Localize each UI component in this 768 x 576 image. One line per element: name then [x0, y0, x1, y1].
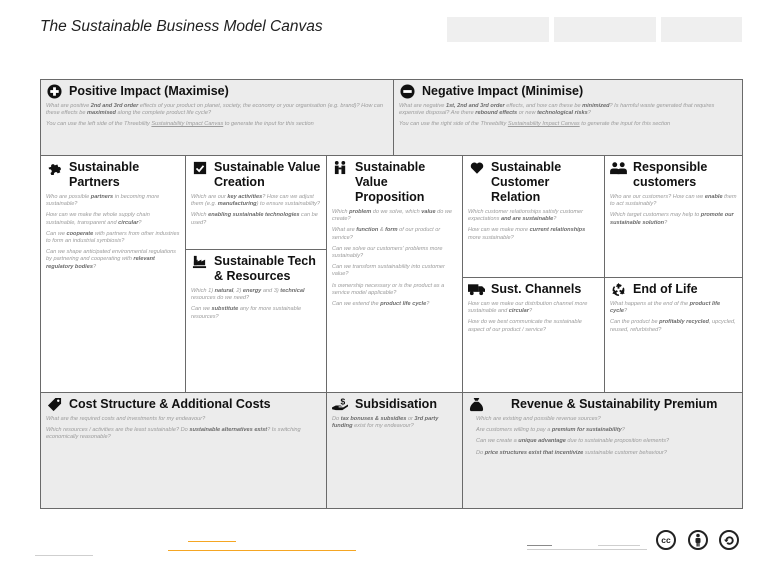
- truck-icon: [468, 282, 485, 297]
- value-prop-question-6: Can we extend the product life cycle?: [332, 301, 430, 308]
- channels-question-2: How do we best communicate the sustainable aspect of our product / service?: [468, 319, 582, 333]
- header-placeholder-1: [447, 17, 549, 42]
- sustainable-value-creation-cell[interactable]: [185, 155, 327, 250]
- value-prop-question-4: Can we transform sustainability into customer value?: [332, 264, 445, 278]
- sustainable-partners-title: Sustainable Partners: [69, 160, 140, 189]
- value-proposition-title: Sustainable Value Proposition: [355, 160, 426, 204]
- heart-icon: [468, 160, 485, 175]
- positive-impact-hint: You can use the left side of the Threebility Sustainability Impact Canvas to generate the input for this section: [46, 121, 314, 128]
- partners-question-3: Can we cooperate with partners from other industries to form an industrial symbiosis?: [46, 230, 180, 245]
- subsidisation-cell[interactable]: [326, 392, 463, 509]
- value-prop-question-1: Which problem do we solve, which value do we create?: [332, 209, 453, 223]
- value-creation-header: [191, 160, 321, 190]
- partners-question-4: Can we shape anticipated environmental regulations by partnering and cooperating with relevant regulatory bodies?: [46, 249, 176, 270]
- positive-impact-title: Positive Impact (Maximise): [69, 84, 229, 98]
- recycle-icon: [610, 282, 627, 297]
- tech-resources-title: Sustainable Tech & Resources: [214, 254, 316, 283]
- puzzle-icon: [46, 160, 63, 175]
- sustainability-impact-canvas-link[interactable]: Sustainability Impact Canvas: [507, 121, 580, 128]
- sharealike-icon: [719, 530, 739, 550]
- minus-circle-icon: [399, 84, 416, 99]
- cost-question-2: Which resources / activities are the least sustainable? Do sustainable alternatives exist? Is switching economically reasonable?: [46, 427, 301, 441]
- revenue-header: [468, 397, 737, 412]
- value-prop-question-5: Is ownership necessary or is the product as a service model applicable?: [332, 282, 445, 296]
- factory-icon: [191, 254, 208, 269]
- tech-question-1: Which 1) natural, 2) energy and 3) technical resources do we need?: [191, 288, 305, 302]
- responsible-customers-title: Responsible customers: [633, 160, 708, 189]
- footer-divider-gray-2: [527, 549, 647, 550]
- sustainable-customer-relation-cell[interactable]: [462, 155, 605, 278]
- hand-money-icon: [332, 397, 349, 412]
- value-creation-title: Sustainable Value Creation: [214, 160, 321, 189]
- people-icon: [610, 160, 627, 175]
- sustainable-partners-header: [46, 160, 180, 190]
- end-of-life-title: End of Life: [633, 282, 698, 296]
- page-title: The Sustainable Business Model Canvas: [40, 18, 323, 35]
- footer-divider-orange-short: [188, 541, 236, 542]
- tech-question-2: Can we substitute any for more sustainable resources?: [191, 306, 302, 320]
- sustainable-partners-cell[interactable]: [40, 155, 186, 393]
- gift-people-icon: [332, 160, 349, 175]
- negative-impact-title: Negative Impact (Minimise): [422, 84, 584, 98]
- responsible-customers-cell[interactable]: [604, 155, 743, 278]
- channels-title: Sust. Channels: [491, 282, 582, 296]
- revenue-question-3: Can we create a unique advantage due to sustainable proposition elements?: [476, 438, 670, 445]
- money-bag-icon: [468, 397, 485, 412]
- end-of-life-question-2: Can the product be profitably recycled, upcycled, reused, refurbished?: [610, 319, 736, 333]
- subsidisation-header: [332, 397, 457, 412]
- plus-circle-icon: [46, 84, 63, 99]
- end-of-life-cell[interactable]: [604, 277, 743, 393]
- sustainability-impact-canvas-link[interactable]: Sustainability Impact Canvas: [151, 121, 224, 128]
- customer-relation-header: [468, 160, 599, 205]
- partners-question-2: How can we make the whole supply chain sustainable, transparent and circular?: [46, 212, 150, 226]
- subsidisation-question-1: Do tax bonuses & subsidies or 3rd party funding exist for my endeavour?: [332, 416, 439, 430]
- revenue-question-1: Which are existing and possible revenue sources?: [476, 416, 601, 422]
- revenue-title: Revenue & Sustainability Premium: [511, 397, 718, 411]
- customer-relation-question-2: How can we make more current relationships more sustainable?: [468, 227, 586, 241]
- cost-question-1: What are the required costs and investments for my endeavour?: [46, 416, 206, 422]
- negative-impact-cell[interactable]: [393, 79, 743, 156]
- footer-divider-left: [35, 555, 93, 556]
- positive-impact-question: What are positive 2nd and 3rd order effects of your product on planet, society, the economy or your organisation (e.g. brand)? How can these effects be maximised along the complete product life cycle?: [46, 103, 383, 117]
- positive-impact-header: [46, 84, 388, 99]
- sustainable-tech-resources-cell[interactable]: [185, 249, 327, 393]
- negative-impact-hint: You can use the right side of the Threebility Sustainability Impact Canvas to generate the input for this section: [399, 121, 671, 128]
- tech-resources-header: [191, 254, 321, 284]
- responsible-customers-header: [610, 160, 737, 190]
- cc-icon: cc: [656, 530, 676, 550]
- footer-divider-gray-1: [527, 545, 552, 546]
- attribution-icon: [688, 530, 708, 550]
- header-placeholder-3: [661, 17, 742, 42]
- end-of-life-question-1: What happens at the end of the product life cycle?: [610, 301, 721, 315]
- footer-divider-gray-3: [598, 545, 640, 546]
- customers-question-1: Who are our customers? How can we enable them to act sustainably?: [610, 194, 737, 208]
- end-of-life-header: [610, 282, 737, 297]
- channels-question-1: How can we make our distribution channel more sustainable and circular?: [468, 301, 588, 315]
- revenue-cell[interactable]: [462, 392, 743, 509]
- partners-question-1: Who are possible partners in becoming more sustainable?: [46, 194, 160, 208]
- cost-structure-cell[interactable]: [40, 392, 327, 509]
- negative-impact-header: [399, 84, 737, 99]
- subsidisation-title: Subsidisation: [355, 397, 437, 411]
- customer-relation-title: Sustainable Customer Relation: [491, 160, 562, 204]
- checkbox-icon: [191, 160, 208, 175]
- sustainable-value-proposition-cell[interactable]: [326, 155, 463, 393]
- tag-icon: [46, 397, 63, 412]
- svg-text:$: $: [340, 397, 346, 407]
- value-prop-question-2: What are function & form of our product or service?: [332, 227, 441, 241]
- footer-divider-orange-long: [168, 550, 356, 551]
- negative-impact-question: What are negative 1st, 2nd and 3rd order effects, and how can these be minimized? Is harmful waste generated that requires expensive disposal? Are there rebound effects or new technological risks?: [399, 103, 715, 117]
- value-creation-question-1: Which are our key activities? How can we adjust them (e.g. manufacturing) to ensure sustainability?: [191, 194, 321, 208]
- value-proposition-header: [332, 160, 457, 205]
- value-creation-question-2: Which enabling sustainable technologies can be used?: [191, 212, 318, 226]
- cost-structure-title: Cost Structure & Additional Costs: [69, 397, 271, 411]
- channels-header: [468, 282, 599, 297]
- cost-structure-header: [46, 397, 321, 412]
- customer-relation-question-1: Which customer relationships satisfy customer expectations and are sustainable?: [468, 209, 584, 223]
- value-prop-question-3: Can we solve our customers' problems more sustainably?: [332, 245, 443, 260]
- positive-impact-cell[interactable]: [40, 79, 394, 156]
- revenue-question-2: Are customers willing to pay a premium for sustainability?: [476, 427, 625, 434]
- sustainable-channels-cell[interactable]: [462, 277, 605, 393]
- customers-question-2: Which target customers may help to promote our sustainable solution?: [610, 212, 734, 226]
- revenue-question-4: Do price structures exist that incentivize sustainable customer behaviour?: [476, 449, 667, 456]
- header-placeholder-2: [554, 17, 656, 42]
